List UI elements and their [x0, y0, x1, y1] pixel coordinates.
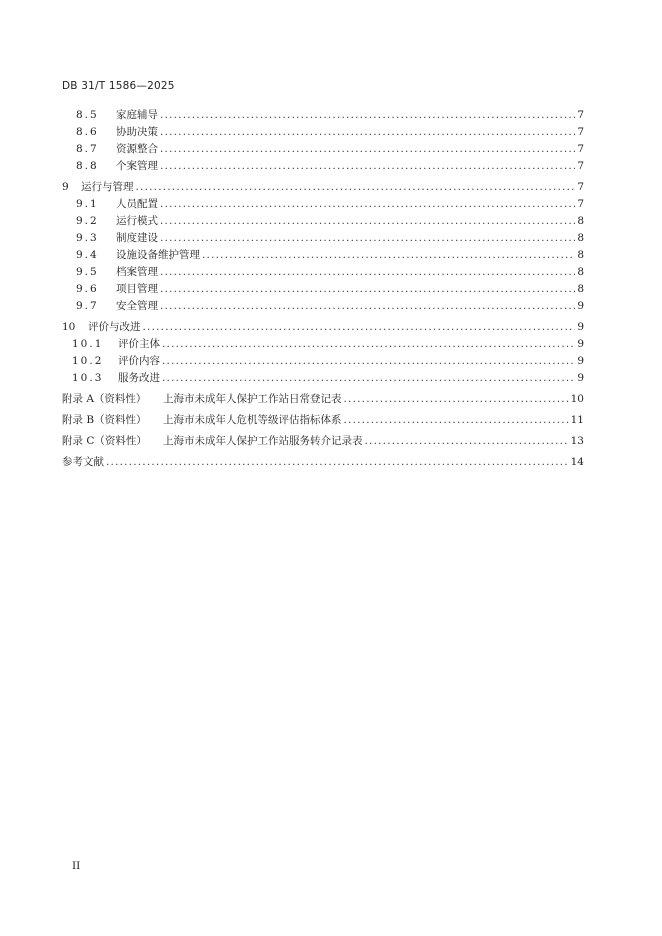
toc-entry-page: 9: [577, 355, 584, 367]
toc-entry-number: 9.7: [76, 300, 99, 312]
toc-entry-number: 10.2: [72, 355, 104, 367]
toc-entry[interactable]: [62, 370, 584, 387]
toc-entry-page: 10: [570, 393, 584, 405]
toc-entry-title: 安全管理: [116, 300, 158, 312]
toc-entry-number: 9.1: [76, 198, 99, 210]
toc-entry-page: 9: [577, 300, 584, 312]
toc-entry-title: 上海市未成年人保护工作站服务转介记录表: [163, 435, 363, 447]
toc-entry[interactable]: [62, 336, 584, 353]
toc-entry[interactable]: [62, 158, 584, 175]
toc-entry[interactable]: [62, 391, 584, 408]
toc-leader-dots: [160, 107, 575, 124]
toc-entry-page: 9: [577, 372, 584, 384]
table-of-contents: [62, 107, 584, 471]
toc-leader-dots: [160, 281, 575, 298]
toc-entry-page: 7: [577, 181, 584, 193]
toc-entry[interactable]: [62, 412, 584, 429]
toc-entry-number: 9.2: [76, 215, 99, 227]
toc-entry-page: 14: [570, 456, 584, 468]
toc-entry[interactable]: [62, 319, 584, 336]
toc-entry-number: 9.4: [76, 249, 99, 261]
toc-entry[interactable]: [62, 264, 584, 281]
toc-entry[interactable]: [62, 213, 584, 230]
toc-leader-dots: [160, 213, 575, 230]
toc-entry-page: 8: [577, 215, 584, 227]
toc-leader-dots: [162, 370, 575, 387]
toc-entry-page: 11: [570, 414, 584, 426]
toc-entry-title: 档案管理: [116, 266, 158, 278]
toc-entry[interactable]: [62, 353, 584, 370]
toc-entry-number: 9.5: [76, 266, 99, 278]
toc-entry-page: 9: [577, 338, 584, 350]
toc-entry-page: 7: [577, 126, 584, 138]
toc-entry-page: 7: [577, 198, 584, 210]
toc-entry-number: 8.7: [76, 143, 99, 155]
toc-leader-dots: [160, 124, 575, 141]
toc-entry-title: 评价与改进: [88, 321, 141, 333]
toc-entry-title: 运行模式: [116, 215, 158, 227]
toc-entry[interactable]: [62, 124, 584, 141]
document-code: DB 31/T 1586—2025: [62, 80, 175, 92]
toc-entry[interactable]: [62, 196, 584, 213]
toc-entry-title: 上海市未成年人保护工作站日常登记表: [163, 393, 342, 405]
toc-leader-dots: [160, 264, 575, 281]
toc-entry-number: 附录 A（资料性）: [62, 393, 147, 405]
toc-entry-page: 7: [577, 160, 584, 172]
toc-leader-dots: [162, 353, 575, 370]
toc-leader-dots: [160, 298, 575, 315]
toc-entry-title: 家庭辅导: [116, 109, 158, 121]
toc-leader-dots: [106, 454, 569, 471]
toc-leader-dots: [162, 336, 575, 353]
toc-leader-dots: [344, 412, 569, 429]
toc-entry-page: 8: [577, 249, 584, 261]
toc-entry-title: 设施设备维护管理: [116, 249, 200, 261]
toc-leader-dots: [143, 319, 576, 336]
toc-entry-title: 参考文献: [62, 456, 104, 468]
toc-entry[interactable]: [62, 230, 584, 247]
toc-entry-number: 8.8: [76, 160, 99, 172]
toc-entry-title: 服务改进: [118, 372, 160, 384]
toc-leader-dots: [202, 247, 575, 264]
toc-entry-page: 8: [577, 283, 584, 295]
toc-entry-title: 上海市未成年人危机等级评估指标体系: [163, 414, 342, 426]
toc-entry-title: 个案管理: [116, 160, 158, 172]
toc-entry[interactable]: [62, 247, 584, 264]
toc-entry-number: 8.5: [76, 109, 99, 121]
toc-entry-number: 9.3: [76, 232, 99, 244]
toc-entry-title: 资源整合: [116, 143, 158, 155]
toc-entry-page: 8: [577, 266, 584, 278]
toc-leader-dots: [365, 433, 569, 450]
toc-entry[interactable]: [62, 179, 584, 196]
toc-entry-title: 项目管理: [116, 283, 158, 295]
toc-entry-title: 协助决策: [116, 126, 158, 138]
toc-entry[interactable]: [62, 107, 584, 124]
toc-entry-number: 10: [62, 321, 76, 333]
toc-entry-number: 附录 B（资料性）: [62, 414, 147, 426]
toc-leader-dots: [160, 230, 575, 247]
toc-entry[interactable]: [62, 298, 584, 315]
toc-entry-page: 13: [570, 435, 584, 447]
toc-entry-number: 8.6: [76, 126, 99, 138]
toc-leader-dots: [160, 141, 575, 158]
toc-entry[interactable]: [62, 433, 584, 450]
toc-entry-number: 9: [62, 181, 69, 193]
toc-entry-number: 9.6: [76, 283, 99, 295]
toc-entry[interactable]: [62, 281, 584, 298]
toc-entry-title: 制度建设: [116, 232, 158, 244]
toc-entry-title: 运行与管理: [81, 181, 134, 193]
toc-entry-title: 评价主体: [118, 338, 160, 350]
toc-leader-dots: [160, 196, 575, 213]
toc-entry-page: 7: [577, 143, 584, 155]
toc-entry-page: 9: [577, 321, 584, 333]
toc-entry-number: 10.3: [72, 372, 104, 384]
toc-entry-number: 附录 C（资料性）: [62, 435, 147, 447]
toc-entry-title: 评价内容: [118, 355, 160, 367]
toc-entry-page: 8: [577, 232, 584, 244]
page-number: II: [72, 860, 81, 872]
toc-entry-title: 人员配置: [116, 198, 158, 210]
toc-entry-page: 7: [577, 109, 584, 121]
toc-leader-dots: [136, 179, 576, 196]
toc-leader-dots: [344, 391, 569, 408]
toc-entry[interactable]: [62, 141, 584, 158]
toc-entry[interactable]: [62, 454, 584, 471]
toc-leader-dots: [160, 158, 575, 175]
toc-entry-number: 10.1: [72, 338, 104, 350]
